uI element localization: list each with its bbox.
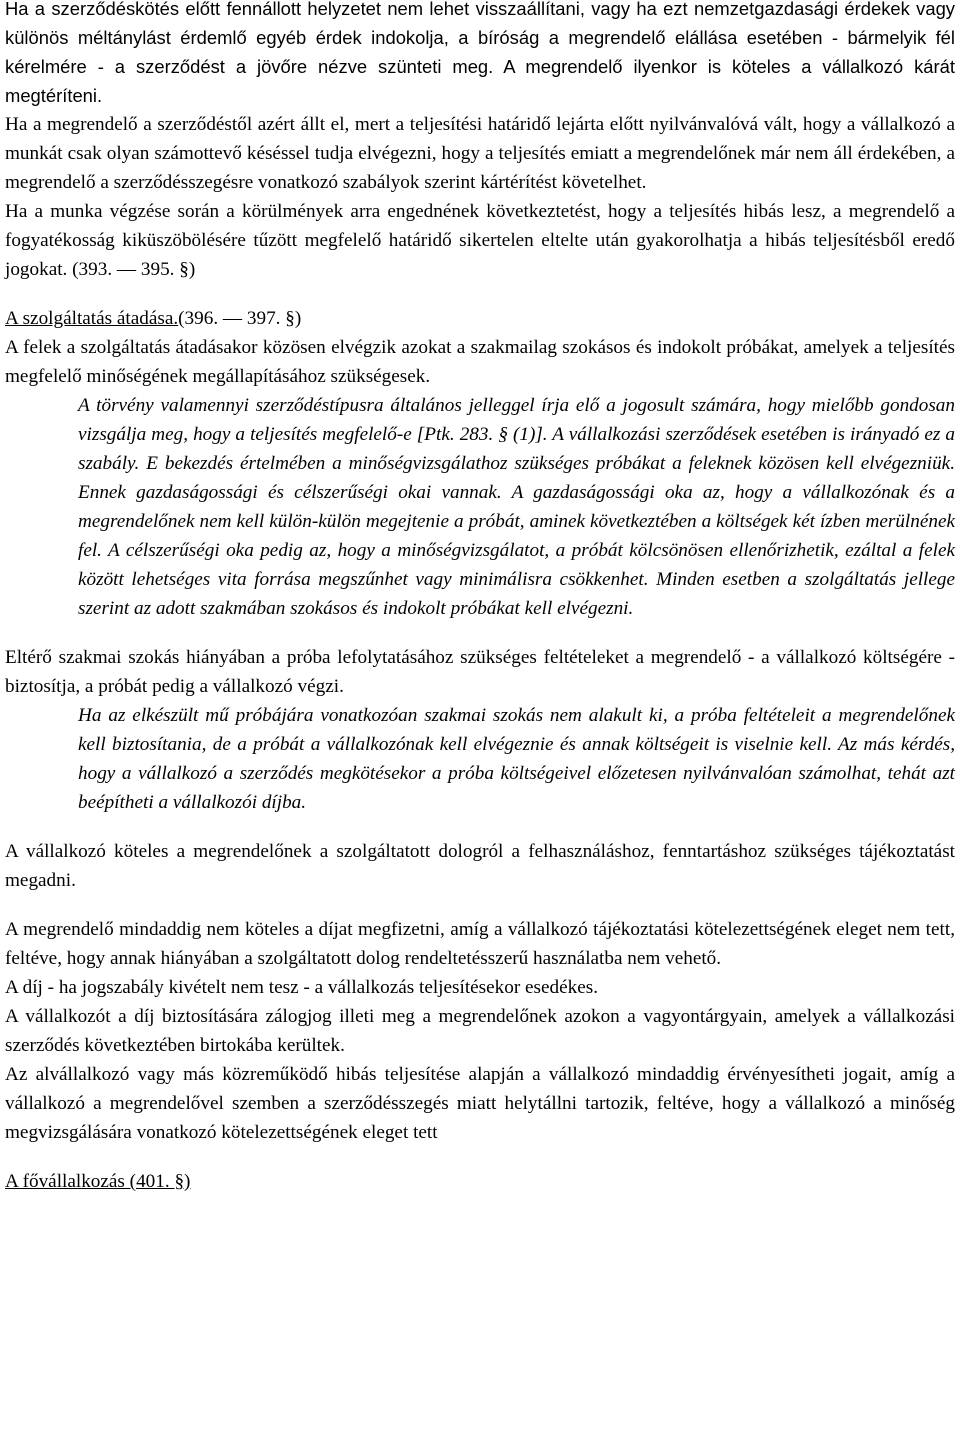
spacer xyxy=(5,895,955,915)
paragraph-termination: Ha a szerződéskötés előtt fennállott helyzetet nem lehet visszaállítani, vagy ha ezt nemzetgazdasági érdekek vagy különös méltánylást érdemlő egyéb érdek indokolja, a bíróság a megrendelő elállása esetében - bármelyik fél kérelmére - a szerződést a jövőre nézve szünteti meg. A megrendelő ilyenkor is köteles a vállalkozó kárát megtéríteni. xyxy=(5,0,955,106)
document-page xyxy=(5,0,955,1196)
paragraph-defective-performance: Ha a munka végzése során a körülmények arra engednének következtetést, hogy a teljesítés hibás lesz, a megrendelő a fogyatékosság kiküszöbölésére tűzött megfelelő határidő sikertelen eltelte után gyakorolhatja a hibás teljesítésből eredő jogokat. (393. ― 395. §) xyxy=(5,201,955,280)
heading-handover-ref: . xyxy=(173,308,179,329)
paragraph-handover-tests: A felek a szolgáltatás átadásakor közösen elvégzik azokat a szakmailag szokásos és indokolt próbákat, amelyek a teljesítés megfelelő minőségének megállapításához szükségesek. xyxy=(5,337,955,387)
spacer xyxy=(5,817,955,837)
paragraph-payment-condition: A megrendelő mindaddig nem köteles a díjat megfizetni, amíg a vállalkozó tájékoztatási kötelezettségének eleget nem tett, feltéve, hogy annak hiányában a szolgáltatott dolog rendeltetésszerű használatba nem vehető. xyxy=(5,919,955,969)
spacer xyxy=(5,284,955,304)
heading-main-contracting-title: A fővállalkozás (401. §) xyxy=(5,1171,191,1192)
paragraph-lien: A vállalkozót a díj biztosítására zálogjog illeti meg a megrendelőnek azokon a vagyontárgyain, amelyek a vállalkozási szerződés következtében birtokába kerültek. xyxy=(5,1006,955,1056)
heading-handover-title: A szolgáltatás átadása xyxy=(5,308,174,329)
spacer xyxy=(5,1147,955,1167)
heading-handover-ref-text: (396. ― 397. §) xyxy=(178,308,302,329)
spacer xyxy=(5,623,955,643)
paragraph-information-duty: A vállalkozó köteles a megrendelőnek a szolgáltatott dologról a felhasználáshoz, fenntartáshoz szükséges tájékoztatást megadni. xyxy=(5,841,955,891)
commentary-test-conditions: Ha az elkészült mű próbájára vonatkozóan szakmai szokás nem alakult ki, a próba feltételeit a megrendelőnek kell biztosítania, de a próbát a vállalkozónak kell elvégeznie és annak költségeit is viselnie kell. Az más kérdés, hogy a vállalkozó a szerződés megkötésekor a próba költségeivel előzetesen nyilvánvalóan számolhat, tehát azt beépítheti a vállalkozói díjba. xyxy=(78,705,955,813)
section-heading-handover xyxy=(5,304,955,333)
paragraph-subcontractor: Az alvállalkozó vagy más közreműködő hibás teljesítése alapján a vállalkozó mindaddig érvényesítheti jogait, amíg a vállalkozó a megrendelővel szemben a szerződésszegés miatt helytállni tartozik, feltéve, hogy a vállalkozó a minőség megvizsgálására vonatkozó kötelezettségének eleget tett xyxy=(5,1064,955,1143)
section-heading-main-contracting xyxy=(5,1167,955,1196)
commentary-handover-tests: A törvény valamennyi szerződéstípusra általános jelleggel írja elő a jogosult számára, hogy mielőbb gondosan vizsgálja meg, hogy a teljesítés megfelelő-e [Ptk. 283. § (1)]. A vállalkozási szerződések esetében is irányadó ez a szabály. E bekezdés értelmében a minőségvizsgálathoz szükséges próbákat a feleknek közösen kell elvégezniük. Ennek gazdaságossági és célszerűségi okai vannak. A gazdaságossági oka az, hogy a vállalkozónak és a megrendelőnek nem kell külön-külön megejtenie a próbát, aminek következtében a költségek két ízben merülnének fel. A célszerűségi oka pedig az, hogy a minőségvizsgálatot, a próbát kölcsönösen ellenőrizhetik, ezáltal a felek között lehetséges vita forrása megszűnhet vagy minimálisra csökkenhet. Minden esetben a szolgáltatás jellege szerint az adott szakmában szokásos és indokolt próbákat kell elvégezni. xyxy=(78,395,955,619)
paragraph-test-conditions: Eltérő szakmai szokás hiányában a próba lefolytatásához szükséges feltételeket a megrendelő - a vállalkozó költségére - biztosítja, a próbát pedig a vállalkozó végzi. xyxy=(5,647,955,697)
paragraph-withdrawal-delay: Ha a megrendelő a szerződéstől azért állt el, mert a teljesítési határidő lejárta előtt nyilvánvalóvá vált, hogy a vállalkozó a munkát csak olyan számottevő késéssel tudja elvégezni, hogy a teljesítés emiatt a megrendelőnek már nem áll érdekében, a megrendelő a szerződésszegésre vonatkozó szabályok szerint kártérítést követelhet. xyxy=(5,114,955,193)
paragraph-fee-due: A díj - ha jogszabály kivételt nem tesz - a vállalkozás teljesítésekor esedékes. xyxy=(5,977,599,998)
